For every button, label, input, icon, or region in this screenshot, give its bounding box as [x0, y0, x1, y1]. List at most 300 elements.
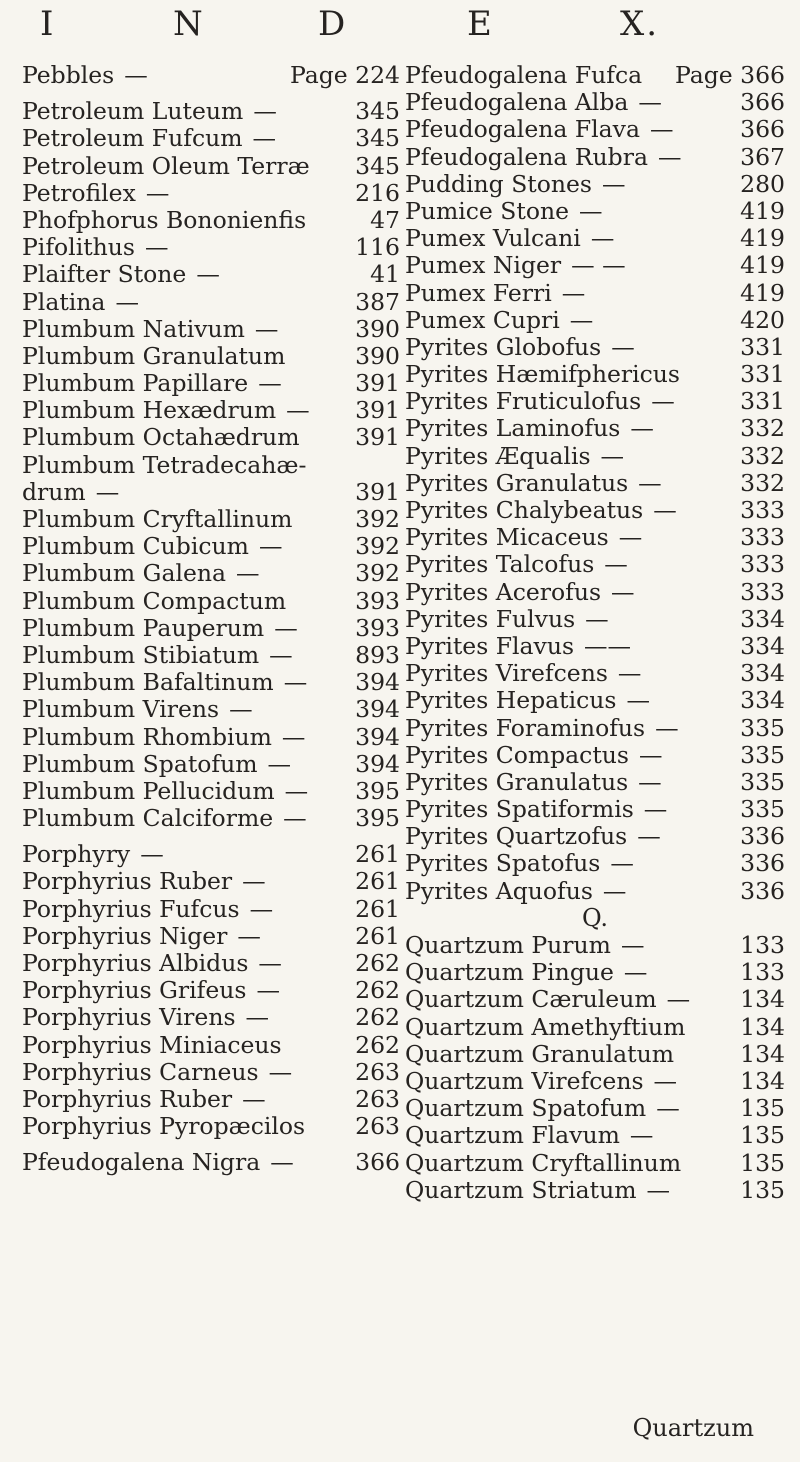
entry-page-number: 334 — [740, 686, 785, 715]
entry-term-text: Pfeudogalena Flava — [405, 115, 640, 144]
index-entry — [405, 171, 785, 198]
entry-dash: — — [254, 314, 279, 343]
entry-term — [405, 687, 650, 714]
entry-term-text: Porphyrius Miniaceus — [22, 1030, 282, 1059]
entry-page-number: 262 — [355, 1030, 400, 1059]
entry-dash: — — [283, 668, 308, 697]
index-entry — [405, 361, 785, 388]
entry-term — [405, 524, 642, 551]
entry-term-text: Pyrites Laminofus — [405, 414, 621, 443]
entry-page-number: 334 — [740, 659, 785, 688]
entry-term-text: Quartzum Spatofum — [405, 1094, 647, 1123]
entry-term — [22, 506, 302, 533]
entry-dash: — — [638, 740, 663, 769]
entry-term-text: Petroleum Oleum Terræ — [22, 151, 310, 180]
index-entry — [405, 1041, 785, 1068]
index-entry — [22, 841, 400, 868]
entry-term-text: Pyrites Chalybeatus — [405, 496, 644, 524]
entry-term — [405, 959, 647, 986]
entry-page-number: 387 — [355, 287, 400, 316]
entry-term-text: drum — [22, 477, 86, 506]
entry-page-number: 261 — [355, 921, 400, 950]
entry-term-text: Plumbum Compactum — [22, 586, 287, 615]
entry-term-text: Quartzum Cæruleum — [405, 985, 657, 1014]
entry-term — [405, 633, 631, 660]
entry-page-number: 135 — [740, 1121, 785, 1150]
entry-term-text: Pebbles — [22, 61, 115, 89]
entry-dash: — — [666, 985, 691, 1014]
entry-dash: — — [617, 659, 642, 688]
entry-term-text: Pyrites Compactus — [405, 740, 629, 769]
index-entry — [405, 878, 785, 905]
entry-dash: — — [646, 1175, 671, 1204]
index-entry — [405, 633, 785, 660]
entry-term — [405, 116, 673, 143]
entry-term — [405, 1150, 691, 1177]
entry-term-text: Pyrites Granulatus — [405, 468, 629, 497]
index-entry — [405, 606, 785, 633]
entry-term-text: Porphyrius Virens — [22, 1003, 236, 1032]
entry-page-number: 394 — [355, 722, 400, 751]
entry-page-number: 261 — [355, 894, 400, 923]
entry-dash: — — [611, 577, 635, 606]
entry-term-text: Porphyrius Grifeus — [22, 976, 247, 1005]
entry-dash: — — [281, 722, 306, 751]
left-column — [22, 62, 400, 1177]
index-entry — [22, 642, 400, 669]
entry-term-text: Pyrites Foraminofus — [405, 713, 646, 742]
entry-page-number: 333 — [740, 577, 785, 606]
entry-term-text: Plumbum Calciforme — [22, 804, 274, 833]
index-entry — [22, 180, 400, 207]
entry-dash: —— — [584, 631, 632, 660]
entry-dash: — — [124, 61, 148, 89]
index-entry — [405, 932, 785, 959]
entry-term — [405, 415, 654, 442]
header-letter: I — [40, 4, 56, 44]
entry-term-text: Porphyrius Albidus — [22, 949, 249, 977]
entry-term-text: Quartzum Virefcens — [405, 1066, 644, 1095]
index-entry — [22, 1059, 400, 1086]
entry-term-text: Pyrites Spatiformis — [405, 795, 634, 824]
entry-term — [22, 62, 148, 89]
index-entry — [22, 977, 400, 1004]
entry-page-number: 336 — [740, 822, 785, 851]
entry-term-text: Phofphorus Bononienfis — [22, 205, 307, 234]
entry-page-number: 391 — [355, 423, 400, 452]
entry-page-number: 393 — [355, 613, 400, 642]
entry-page-number: 332 — [740, 468, 785, 497]
entry-dash: — — [590, 224, 615, 253]
index-entry — [22, 560, 400, 587]
index-entry — [405, 660, 785, 687]
entry-term-text: Plumbum Hexædrum — [22, 396, 277, 425]
index-entry — [22, 950, 400, 977]
entry-dash: — — [196, 260, 220, 289]
entry-term — [22, 153, 320, 180]
entry-page-number: 392 — [355, 559, 400, 588]
header-letter: N — [173, 4, 205, 44]
entry-page-number: 334 — [740, 631, 785, 660]
entry-term-text: Pfeudogalena Nigra — [22, 1148, 261, 1177]
entry-page-number: 335 — [740, 767, 785, 796]
entry-term-text: Pyrites Æqualis — [405, 441, 591, 470]
entry-term — [405, 1014, 695, 1041]
entry-dash: — — [579, 196, 603, 225]
entry-page-number: 419 — [740, 196, 785, 225]
entry-term — [22, 1032, 292, 1059]
entry-term — [22, 397, 310, 424]
entry-page-number: 419 — [740, 251, 785, 280]
entry-term-text: Pyrites Quartzofus — [405, 822, 628, 851]
entry-term — [22, 1149, 294, 1176]
entry-page-number: 331 — [740, 332, 785, 361]
entry-page-number: 394 — [355, 695, 400, 724]
entry-term-text: Pyrites Hæmifphericus — [405, 360, 680, 389]
entry-dash: — — [602, 169, 626, 198]
index-entry — [405, 62, 785, 89]
index-entry — [22, 696, 400, 723]
entry-term — [22, 180, 169, 207]
entry-dash: — — [284, 776, 309, 805]
entry-dash: — — [229, 695, 253, 724]
entry-dash: — — [585, 604, 609, 633]
index-entry — [405, 796, 785, 823]
entry-dash: — — [600, 441, 625, 470]
entry-term — [405, 1041, 684, 1068]
index-entry — [405, 823, 785, 850]
header-letter: E — [467, 4, 494, 44]
index-entry — [22, 724, 400, 751]
entry-page-number: 263 — [355, 1112, 400, 1141]
entry-dash: — — [629, 1121, 654, 1150]
entry-term — [405, 986, 690, 1013]
entry-term — [405, 850, 634, 877]
entry-term — [22, 261, 220, 288]
entry-page-number: 333 — [740, 523, 785, 552]
index-entry — [405, 116, 785, 143]
entry-page-number: 133 — [740, 931, 785, 959]
entry-page-number: 345 — [355, 151, 400, 180]
entry-term — [405, 443, 624, 470]
index-entry — [22, 588, 400, 615]
index-entry — [22, 98, 400, 125]
entry-term-text: Pumex Vulcani — [405, 224, 581, 253]
entry-page-number: 392 — [355, 505, 400, 533]
entry-term-text: Porphyrius Niger — [22, 921, 228, 950]
entry-term — [405, 742, 662, 769]
entry-dash: — — [630, 414, 654, 443]
entry-dash: — — [623, 958, 648, 987]
entry-page-number: 367 — [740, 142, 785, 171]
entry-term-text: Plumbum Cryftallinum — [22, 505, 293, 533]
entry-term-text: Quartzum Flavum — [405, 1121, 620, 1150]
entry-term — [405, 1068, 677, 1095]
entry-term — [22, 1086, 266, 1113]
index-entry — [405, 1122, 785, 1149]
entry-page-number: 394 — [355, 668, 400, 697]
index-entry — [405, 551, 785, 578]
entry-dash: — — [649, 115, 674, 144]
entry-dash: — — [95, 477, 120, 506]
entry-term-text: Platina — [22, 287, 106, 316]
entry-term — [22, 696, 253, 723]
entry-term — [22, 479, 119, 506]
entry-page-number: 47 — [370, 205, 400, 234]
entry-dash: — — [258, 532, 283, 561]
index-entry — [405, 470, 785, 497]
entry-term-text: Porphyry — [22, 840, 131, 869]
entry-page-number: 345 — [355, 97, 400, 126]
entry-term — [22, 452, 316, 479]
entry-term — [22, 1059, 292, 1086]
catchword: Quartzum — [632, 1414, 754, 1442]
index-entry — [405, 443, 785, 470]
entry-page-number: Page 366 — [674, 61, 785, 89]
entry-term — [22, 424, 309, 451]
index-entry — [22, 669, 400, 696]
index-entry — [405, 579, 785, 606]
index-entry — [405, 252, 785, 279]
entry-dash: — — [267, 749, 292, 778]
entry-page-number: 133 — [740, 958, 785, 987]
entry-term-text: Pyrites Granulatus — [405, 767, 629, 796]
entry-term — [22, 805, 307, 832]
entry-term-text: Pumex Ferri — [405, 278, 552, 307]
entry-term — [405, 878, 626, 905]
entry-dash: — — [258, 949, 282, 977]
entry-dash: — — [286, 396, 310, 425]
index-entry — [405, 715, 785, 742]
index-entry — [405, 1095, 785, 1122]
entry-term — [405, 660, 641, 687]
entry-term — [22, 642, 293, 669]
entry-page-number: 116 — [355, 233, 400, 262]
entry-page-number: 333 — [740, 550, 785, 579]
entry-term — [22, 615, 298, 642]
entry-term-text: Plaifter Stone — [22, 260, 187, 289]
entry-page-number: 280 — [740, 169, 785, 198]
entry-dash: — — [655, 713, 679, 742]
entry-page-number: 419 — [740, 278, 785, 307]
index-entry — [22, 370, 400, 397]
entry-term-text: Pudding Stones — [405, 169, 592, 198]
entry-page-number: 261 — [355, 867, 400, 896]
entry-term-text: Plumbum Bafaltinum — [22, 668, 274, 697]
entry-dash: — — [145, 178, 170, 207]
entry-dash: — — [253, 97, 277, 126]
index-entry — [22, 896, 400, 923]
right-column — [405, 62, 785, 1204]
entry-term — [405, 307, 593, 334]
entry-dash: — — [604, 550, 628, 579]
entry-term-text: Quartzum Purum — [405, 931, 611, 959]
entry-dash: — — [657, 142, 682, 171]
entry-term-text: Plumbum Tetradecahæ- — [22, 450, 307, 479]
entry-page-number: 366 — [355, 1148, 400, 1177]
entry-page-number: 336 — [740, 876, 785, 905]
index-entry — [22, 533, 400, 560]
index-entry — [22, 1113, 400, 1140]
index-entry — [22, 452, 400, 479]
entry-term — [405, 769, 662, 796]
index-entry — [22, 805, 400, 832]
entry-dash: — — [602, 876, 627, 905]
entry-term — [405, 932, 644, 959]
entry-dash: — — [274, 613, 298, 642]
entry-term — [22, 588, 296, 615]
entry-term-text: Plumbum Stibiatum — [22, 640, 260, 669]
entry-page-number: 263 — [355, 1084, 400, 1113]
index-entry — [405, 225, 785, 252]
entry-dash: — — [638, 468, 662, 497]
entry-dash: — — [245, 1003, 270, 1032]
index-entry — [22, 1149, 400, 1176]
index-entry — [22, 62, 400, 89]
entry-term-text: Plumbum Virens — [22, 695, 220, 724]
entry-term — [405, 579, 635, 606]
entry-dash: — — [242, 867, 266, 896]
entry-term-text: Quartzum Amethyftium — [405, 1012, 686, 1041]
entry-page-number: 390 — [355, 341, 400, 370]
entry-dash: — — [268, 1057, 293, 1086]
entry-term-text: Porphyrius Ruber — [22, 1084, 233, 1113]
entry-dash: — — [144, 233, 169, 262]
index-entry — [22, 289, 400, 316]
entry-dash: — — [283, 804, 307, 833]
index-entry — [22, 923, 400, 950]
entry-term-text: Porphyrius Ruber — [22, 867, 233, 896]
entry-term-text: Plumbum Papillare — [22, 369, 249, 398]
entry-page-number: 331 — [740, 387, 785, 416]
entry-term — [405, 171, 626, 198]
index-entry — [405, 198, 785, 225]
entry-term — [22, 1004, 269, 1031]
entry-dash: — — [242, 1084, 266, 1113]
entry-page-number: 262 — [355, 976, 400, 1005]
entry-term — [22, 560, 260, 587]
entry-term-text: Quartzum Cryftallinum — [405, 1148, 682, 1177]
index-entry — [22, 125, 400, 152]
index-entry — [22, 343, 400, 370]
entry-term-text: Pyrites Virefcens — [405, 659, 608, 688]
index-entry — [22, 1032, 400, 1059]
entry-term-text: Pyrites Talcofus — [405, 550, 595, 579]
index-entry — [405, 497, 785, 524]
entry-term-text: Pfeudogalena Rubra — [405, 142, 648, 171]
entry-page-number: 135 — [740, 1175, 785, 1204]
entry-term — [405, 225, 614, 252]
entry-term — [22, 977, 280, 1004]
entry-term — [22, 841, 164, 868]
entry-term-text: Pyrites Micaceus — [405, 523, 609, 552]
entry-dash: — — [643, 795, 668, 824]
index-entry — [405, 280, 785, 307]
entry-dash: — — [140, 840, 164, 869]
entry-dash: — — [620, 931, 645, 959]
entry-dash: — — [638, 88, 662, 117]
entry-term-text: Plumbum Rhombium — [22, 722, 272, 751]
entry-term — [22, 778, 308, 805]
entry-dash: — — [626, 686, 650, 715]
entry-term-text: Petroleum Fufcum — [22, 124, 243, 153]
entry-term-text: Plumbum Galena — [22, 559, 227, 588]
index-entry — [405, 1068, 785, 1095]
index-entry — [22, 615, 400, 642]
entry-dash: — — [656, 1094, 680, 1123]
entry-dash: — — [269, 640, 293, 669]
entry-term-text: Quartzum Striatum — [405, 1175, 637, 1204]
entry-term — [405, 796, 667, 823]
index-entry — [405, 850, 785, 877]
entry-term-text: Plumbum Nativum — [22, 314, 245, 343]
entry-term — [22, 868, 266, 895]
entry-term-text: Porphyrius Carneus — [22, 1057, 259, 1086]
entry-term — [22, 316, 278, 343]
index-entry — [22, 479, 400, 506]
entry-term — [22, 669, 307, 696]
entry-term — [405, 280, 585, 307]
index-header — [0, 0, 800, 50]
entry-dash: — — [569, 305, 594, 334]
entry-dash: — — [618, 523, 643, 552]
entry-dash: — — [258, 369, 282, 398]
index-entry — [22, 506, 400, 533]
index-entry — [405, 687, 785, 714]
entry-term-text: Pyrites Fulvus — [405, 604, 576, 633]
entry-dash: — — [256, 976, 280, 1005]
entry-term-text: Pyrites Globofus — [405, 332, 602, 361]
index-entry — [405, 769, 785, 796]
entry-term-text: Plumbum Pellucidum — [22, 776, 275, 805]
entry-term — [405, 1122, 653, 1149]
entry-term — [22, 1113, 315, 1140]
entry-term-text: Porphyrius Fufcus — [22, 894, 240, 923]
entry-term — [405, 606, 609, 633]
entry-page-number: 420 — [740, 305, 785, 334]
entry-page-number: 392 — [355, 532, 400, 561]
entry-term-text: Plumbum Pauperum — [22, 613, 265, 642]
entry-term-text: Petroleum Luteum — [22, 97, 244, 126]
entry-page-number: 134 — [740, 1039, 785, 1068]
entry-term-text: Pyrites Aquofus — [405, 876, 593, 905]
entry-term — [22, 125, 276, 152]
entry-term-text: Pifolithus — [22, 233, 135, 262]
entry-page-number: 331 — [740, 360, 785, 389]
header-letter: D — [318, 4, 348, 44]
index-entry — [22, 397, 400, 424]
entry-page-number: 262 — [355, 1003, 400, 1032]
entry-term-text: Pumex Cupri — [405, 305, 560, 334]
index-entry — [405, 1177, 785, 1204]
entry-page-number: 391 — [355, 477, 400, 506]
entry-term — [405, 89, 662, 116]
entry-term-text: Pyrites Spatofus — [405, 849, 601, 878]
index-entry — [405, 334, 785, 361]
entry-page-number: 262 — [355, 949, 400, 977]
entry-term — [22, 923, 261, 950]
entry-term — [405, 361, 690, 388]
index-entry — [22, 234, 400, 261]
entry-page-number: 393 — [355, 586, 400, 615]
entry-term — [405, 1177, 670, 1204]
entry-page-number: 893 — [355, 640, 400, 669]
entry-dash: — — [653, 1066, 678, 1095]
entry-page-number: 332 — [740, 414, 785, 443]
entry-term — [22, 234, 168, 261]
entry-dash: — — [611, 332, 635, 361]
entry-page-number: 394 — [355, 749, 400, 778]
